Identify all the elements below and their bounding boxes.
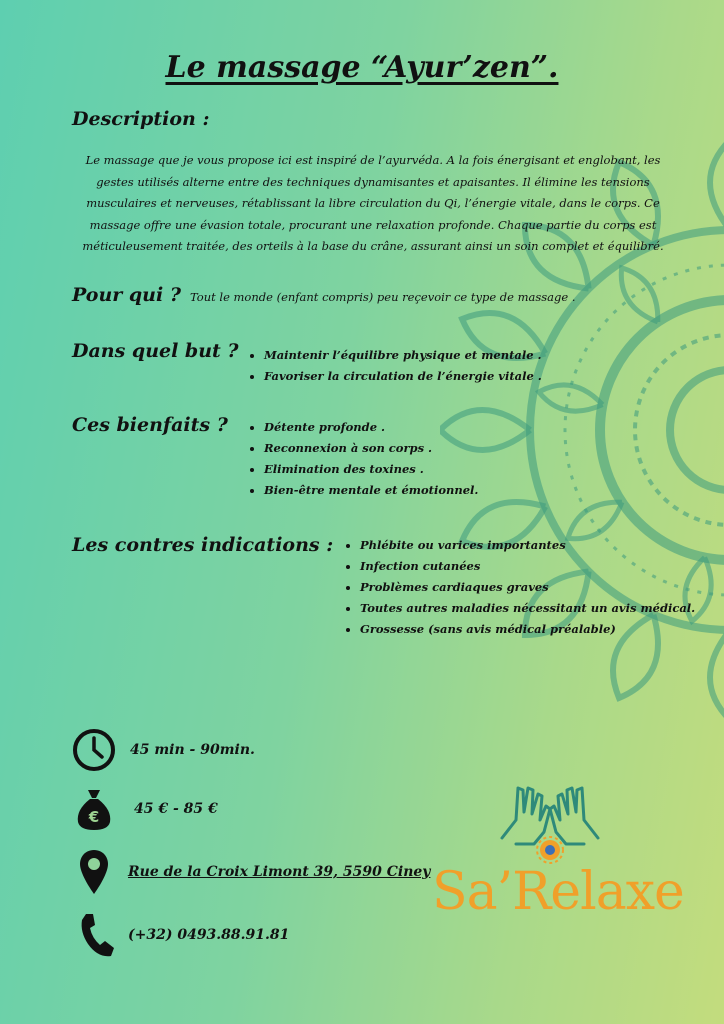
but-list: [248, 345, 542, 387]
address-row: [78, 848, 430, 896]
phone-text[interactable]: (+32) 0493.88.91.81: [128, 927, 290, 943]
list-item: • Reconnexion à son corps .: [264, 438, 478, 459]
list-item: • Toutes autres maladies nécessitant un avis médical.: [360, 598, 695, 619]
but-heading: Dans quel but ?: [72, 340, 239, 362]
list-item: • Problèmes cardiaques graves: [360, 577, 695, 598]
svg-text:€: €: [88, 808, 100, 826]
pour-qui-text: Tout le monde (enfant compris) peu reçevoir ce type de massage .: [190, 290, 576, 304]
location-pin-icon: [78, 848, 110, 896]
price-row: [74, 786, 218, 832]
bienfaits-list: [248, 417, 478, 501]
logo-text: Sa’Relaxe: [432, 862, 684, 922]
price-text: 45 € - 85 €: [134, 801, 218, 817]
duration-text: 45 min - 90min.: [130, 742, 255, 758]
description-text: Le massage que je vous propose ici est inspiré de l’ayurvéda. A la fois énergisant et englobant, les gestes utilisés alterne entre des techniques dynamisantes et apaisantes. Il élimine les tensions musculaires et nerveuses, rétablissant la libre circulation du Qi, l’énergie vitale, dans le corps. Ce massage offre une évasion totale, procurant une relaxation profonde. Chaque partie du corps est méticuleusement traitée, des orteils à la base du crâne, assurant ainsi un soin complet et équilibré.: [82, 153, 664, 253]
list-item: • Elimination des toxines .: [264, 459, 478, 480]
list-item: • Détente profonde .: [264, 417, 478, 438]
phone-icon: [78, 912, 116, 958]
list-item: • Bien-être mentale et émotionnel.: [264, 480, 478, 501]
money-bag-icon: [74, 786, 114, 832]
description-heading: Description :: [72, 108, 210, 130]
list-item: • Infection cutanées: [360, 556, 695, 577]
clock-icon: [72, 728, 116, 772]
list-item: • Grossesse (sans avis médical préalable): [360, 619, 695, 640]
address-text[interactable]: Rue de la Croix Limont 39, 5590 Ciney: [128, 864, 431, 880]
page-title: Le massage “Ayur’zen”.: [165, 50, 559, 85]
bienfaits-heading: Ces bienfaits ?: [72, 414, 228, 436]
contre-list: [344, 535, 695, 640]
list-item: • Maintenir l’équilibre physique et mentale .: [264, 345, 542, 366]
list-item: • Favoriser la circulation de l’énergie vitale .: [264, 366, 542, 387]
list-item: • Phlébite ou varices importantes: [360, 535, 695, 556]
phone-row: [78, 912, 289, 958]
contre-heading: Les contres indications :: [72, 534, 334, 556]
duration-row: [72, 728, 255, 772]
pour-qui-heading: Pour qui ?: [72, 284, 181, 306]
